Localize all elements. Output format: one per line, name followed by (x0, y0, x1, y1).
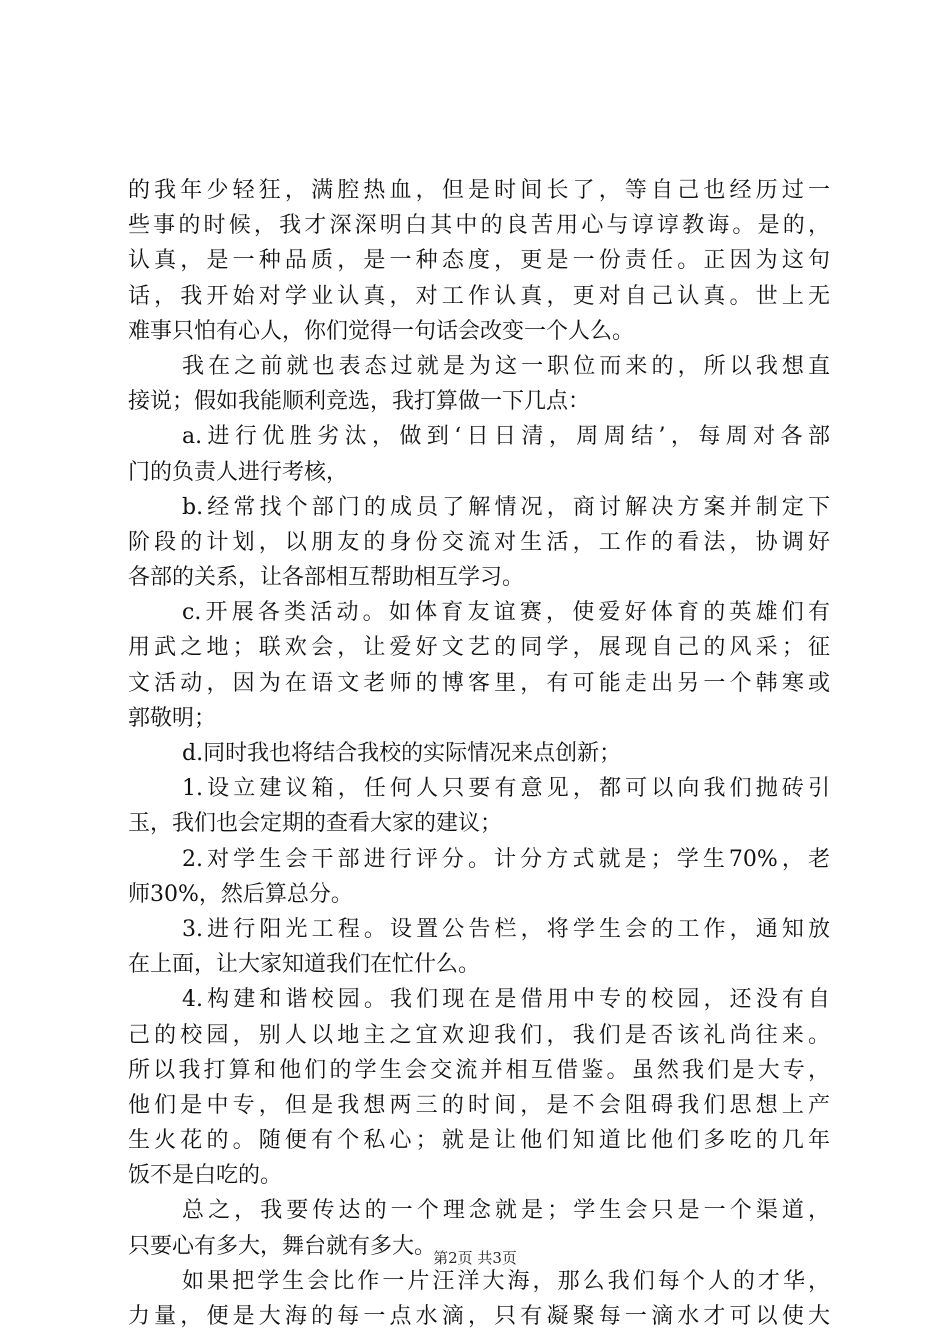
text-line: 他们是中专，但是我想两三的时间，是不会阻碍我们思想上产 (128, 1092, 830, 1118)
text-line: 门的负责人进行考核， (128, 459, 349, 485)
text-line: 饭不是白吃的。 (128, 1163, 283, 1189)
text-line: 话，我开始对学业认真，对工作认真，更对自己认真。世上无 (128, 283, 830, 309)
text-line: 如果把学生会比作一片汪洋大海，那么我们每个人的才华， (182, 1268, 830, 1294)
text-line: 只要心有多大，舞台就有多大。 (128, 1233, 437, 1259)
text-line: 难事只怕有心人，你们觉得一句话会改变一个人么。 (128, 318, 635, 344)
text-line: 4.构建和谐校园。我们现在是借用中专的校园，还没有自 (182, 987, 830, 1013)
text-line: 在上面，让大家知道我们在忙什么。 (128, 952, 481, 978)
text-line: 所以我打算和他们的学生会交流并相互借鉴。虽然我们是大专， (128, 1057, 830, 1083)
page-number-footer: 第2页 共3页 (433, 1249, 517, 1267)
text-line: 1.设立建议箱，任何人只要有意见，都可以向我们抛砖引 (182, 776, 830, 802)
document-body (128, 173, 830, 1334)
text-line: 我在之前就也表态过就是为这一职位而来的，所以我想直 (182, 353, 830, 379)
text-line: 师30%，然后算总分。 (128, 881, 353, 907)
text-line: 用武之地；联欢会，让爱好文艺的同学，展现自己的风采；征 (128, 635, 830, 661)
text-line: 认真，是一种品质，是一种态度，更是一份责任。正因为这句 (128, 248, 830, 274)
text-line: 些事的时候，我才深深明白其中的良苦用心与谆谆教诲。是的， (128, 213, 830, 239)
text-line: 郭敬明； (128, 705, 217, 731)
text-line: a.进行优胜劣汰，做到‘日日清，周周结’，每周对各部 (182, 424, 830, 450)
text-line: d.同时我也将结合我校的实际情况来点创新； (182, 741, 622, 766)
text-line: c.开展各类活动。如体育友谊赛，使爱好体育的英雄们有 (182, 600, 830, 626)
text-line: 3.进行阳光工程。设置公告栏，将学生会的工作，通知放 (182, 916, 830, 942)
text-line: 接说；假如我能顺利竞选，我打算做一下几点： (128, 389, 591, 415)
text-line: 阶段的计划，以朋友的身份交流对生活，工作的看法，协调好 (128, 529, 830, 555)
text-line: 文活动，因为在语文老师的博客里，有可能走出另一个韩寒或 (128, 670, 830, 696)
text-line: 总之，我要传达的一个理念就是；学生会只是一个渠道， (182, 1198, 830, 1224)
text-line: 的我年少轻狂，满腔热血，但是时间长了，等自己也经历过一 (128, 178, 830, 203)
text-line: 生火花的。随便有个私心；就是让他们知道比他们多吃的几年 (128, 1128, 830, 1154)
text-line: 2.对学生会干部进行评分。计分方式就是；学生70%，老 (182, 846, 830, 872)
text-line: b.经常找个部门的成员了解情况，商讨解决方案并制定下 (182, 494, 830, 520)
text-line: 己的校园，别人以地主之宜欢迎我们，我们是否该礼尚往来。 (128, 1022, 830, 1048)
text-line: 力量，便是大海的每一点水滴，只有凝聚每一滴水才可以使大 (128, 1304, 830, 1329)
text-line: 各部的关系，让各部相互帮助相互学习。 (128, 565, 525, 591)
text-line: 玉，我们也会定期的查看大家的建议； (128, 811, 503, 837)
